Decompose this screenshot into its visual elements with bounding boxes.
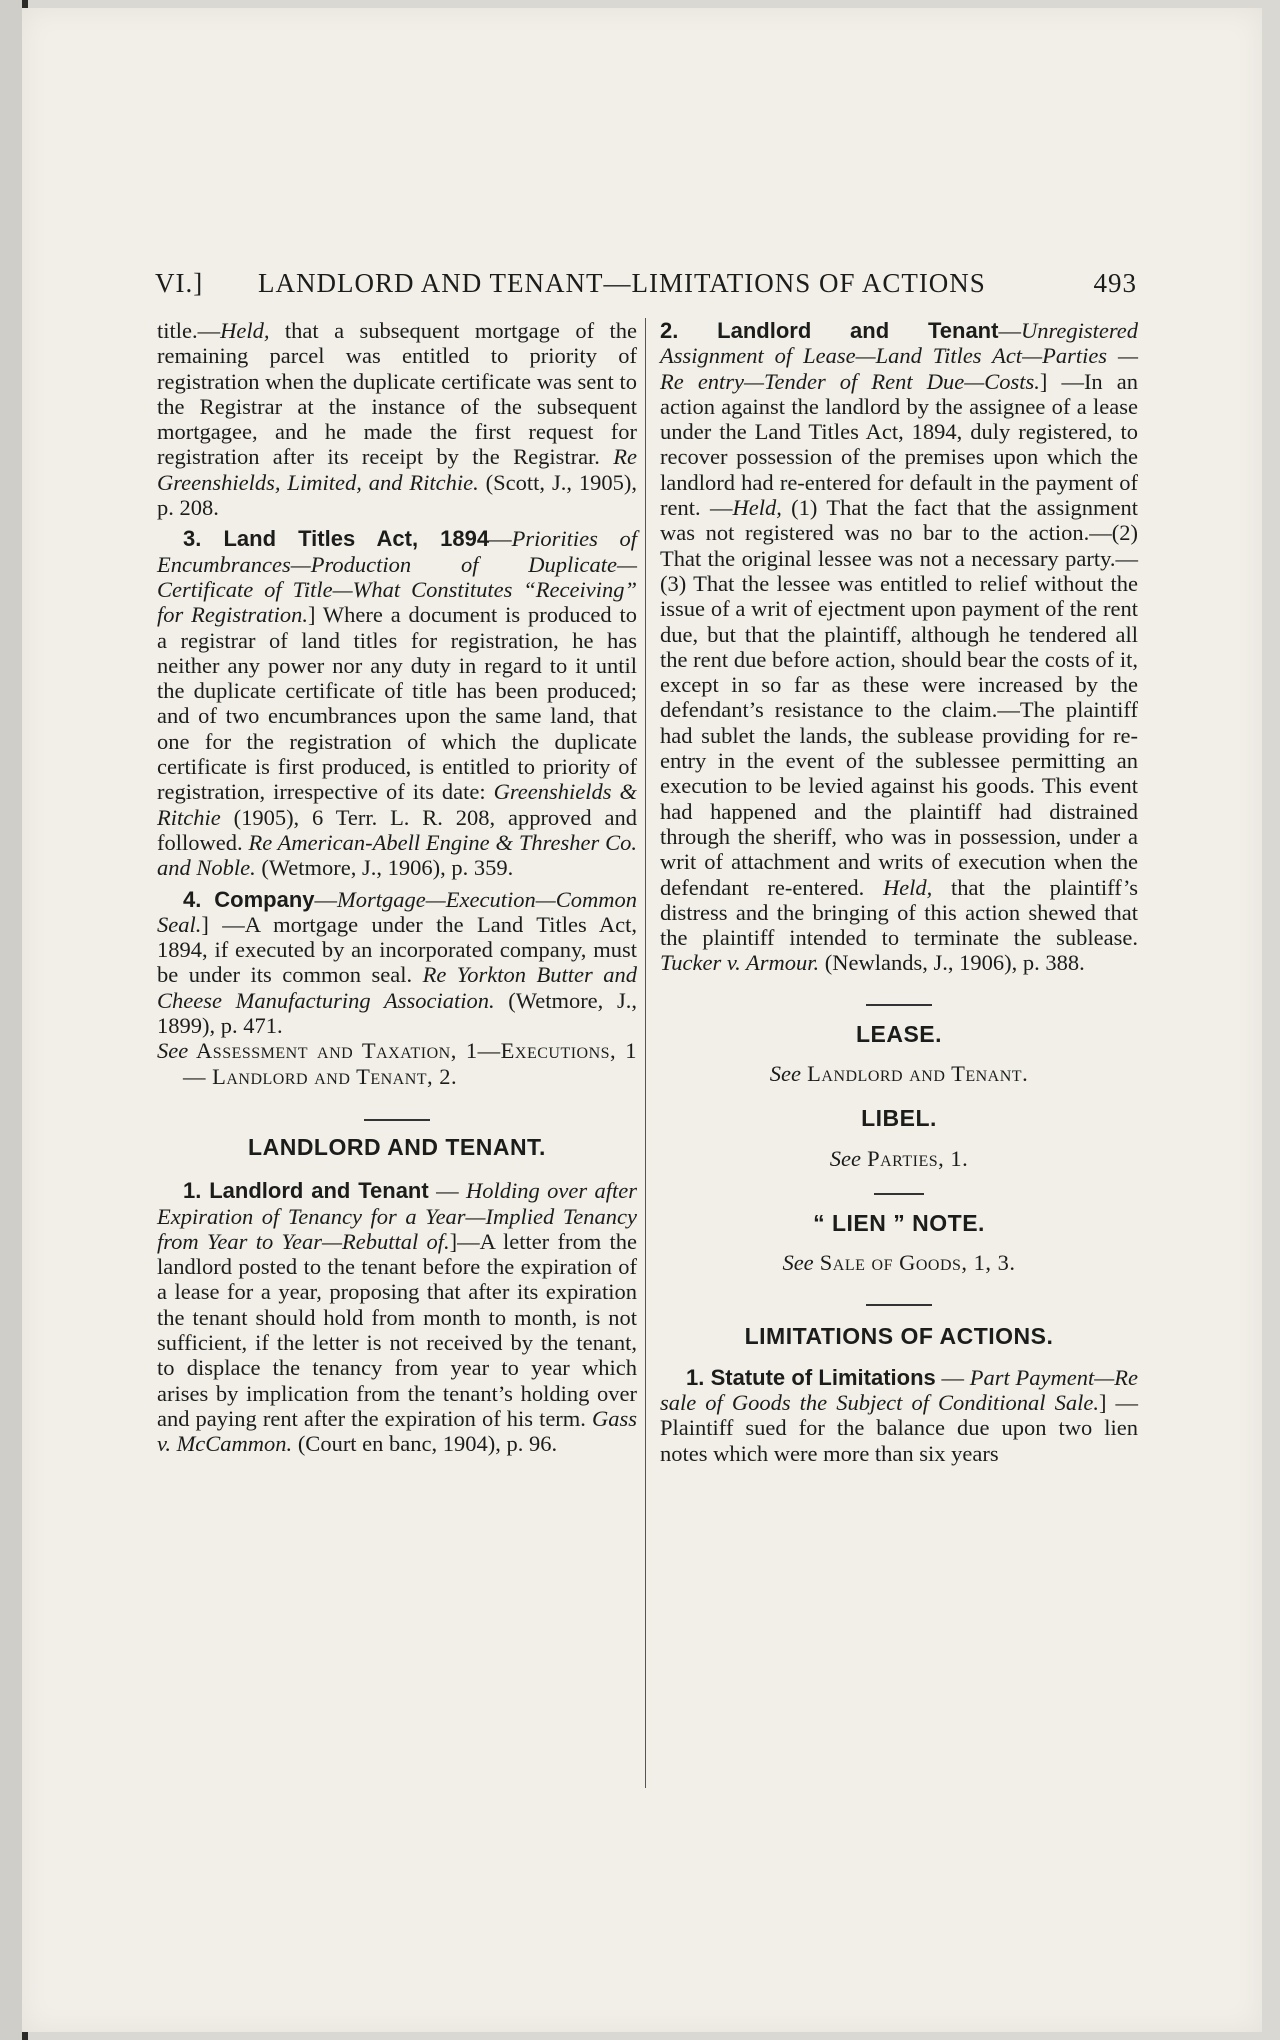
entry-dash: — [314,886,338,912]
entry-text: that a subsequent mortgage of the remaining parcel was entitled to priority of registration when the duplicate certificate was sent to the Registrar at the instance of the subsequent mortgagee, and he made the first request for registration after its receipt by the Registrar. [157,318,637,470]
section-heading-limitations: LIMITATIONS OF ACTIONS. [744,1322,1054,1349]
entry-text: —Plaintiff sued for the balance due upon two lien notes which were more than six years [660,1390,1139,1466]
case-name: Greenshields & Ritchie [157,779,637,830]
landlord-tenant-entry-2 [660,318,1138,976]
entry-bracket: ] [1098,1390,1107,1416]
case-name: Re Yorkton Butter and Cheese Manufacturing Association. [157,962,637,1013]
entry-dash: — [489,526,512,552]
section-heading-lien-note: “ LIEN ” NOTE. [813,1209,985,1236]
see-also-text: Assessment and Taxation, 1—Executions, 1 — Landlord and Tenant, 2. [183,1038,637,1089]
lead-word: title.— [157,318,221,343]
section-heading-libel: LIBEL. [861,1105,937,1132]
section-heading-lease: LEASE. [855,1020,943,1047]
entry-dash: — [935,1364,970,1390]
section-heading-landlord-tenant: LANDLORD AND TENANT. [248,1133,546,1160]
case-name: Re American-Abell Engine & Thresher Co. and Noble. [157,829,637,881]
entry-subject: Priorities of Encumbrances—Production of Duplicate—Certificate of Title—What Constitutes “Receiving” for Registration. [157,526,637,628]
entry-number: 2. [660,318,718,343]
entry-title: Company [214,886,315,912]
entry-text: —A letter from the landlord posted to the tenant before the expiration of a lease for a year, proposing that after its expiration the tenant should hold from month to month, is not sufficient, if the letter is not received by the tenant, to displace the tenancy from year to year which arises by implication from the tenant’s holding over and paying rent after the expiration of his term. [157,1228,638,1431]
entry-bracket: ] [1039,368,1048,394]
limitations-entry-1 [660,1365,1138,1466]
held-word: Held, [882,874,933,900]
entry-text: Where a document is produced to a registrar of land titles for registration, he has neither any power nor any duty in regard to it until the duplicate certificate of title has been produced; and of two encumbrances upon the same land, that one for the registration of which the duplicate certificate is first produced, is entitled to priority of registration, irrespective of its date: [157,602,638,805]
entry-title: Landlord and Tenant [209,1178,429,1204]
lease-see-reference [660,1061,1138,1086]
see-word: See [769,1061,802,1087]
entry-title: Landlord and Tenant [717,318,999,343]
entry-number: 1. [686,1364,711,1390]
entry-text: (1) That the fact that the assignment was not registered was no bar to the action.—(2) That the original lessee was not a necessary party.—(3) That the lessee was entitled to relief without the issue of a writ of ejectment upon payment of the rent due, but that the plaintiff, although he tendered all the rent due before action, should bear the costs of it, except in so far as these were increased by the defendant’s resistance to the claim.—The plaintiff had sublet the lands, the sublease providing for re-entry in the event of the sublessee permitting an execution to be levied against his goods. This event had happened and the plaintiff had distrained through the sheriff, who was in possession, under a writ of attachment and writs of execution when the defendant re-entered. [660,495,1138,900]
case-name: Tucker v. Armour. [660,950,820,976]
see-also-text: Landlord and Tenant. [801,1061,1029,1087]
entry-number: 4. [183,886,215,912]
column-divider [645,318,646,1788]
case-name: Gass v. McCammon. [157,1405,637,1457]
entry-number: 3. [183,526,224,552]
case-citation: (Scott, J., 1905), p. 208. [157,469,637,521]
entry-title: Statute of Limitations [710,1364,936,1390]
see-word: See [782,1250,814,1276]
entry-text: that the plaintiff’s distress and the bringing of this action shewed that the plaintiff intended to terminate the sublease. [660,874,1138,951]
case-citation: (Court en banc, 1904), p. 96. [292,1431,558,1457]
entry-4 [157,887,637,1039]
held-word: Held, [732,495,782,521]
entry-3 [157,526,637,880]
entry-subject: Mortgage—Execution—Common Seal. [157,886,637,937]
left-column [157,318,637,1456]
chapter-number: VI.] [155,268,204,298]
page-number: 493 [1093,268,1137,298]
entry-subject: Holding over after Expiration of Tenancy for a Year—Implied Tenancy from Year to Year—Rebuttal of. [157,1178,638,1254]
case-citation: (Wetmore, J., 1899), p. 471. [157,987,637,1039]
entry-text: —In an action against the landlord by the assignee of a lease under the Land Titles Act, 1894, duly registered, to recover possession of the premises upon which the landlord had re-entered for default in the payment of rent. — [660,368,1139,521]
libel-see-reference [660,1146,1138,1171]
running-title: LANDLORD AND TENANT—LIMITATIONS OF ACTIONS [258,268,986,298]
see-word: See [829,1145,861,1171]
entry-dash: — [998,318,1021,343]
landlord-tenant-entry-1 [157,1178,637,1456]
entry-dash: — [428,1178,466,1204]
entry-text: —A mortgage under the Land Titles Act, 1894, if executed by an incorporated company, must be under its common seal. [157,911,637,988]
see-also-text: Parties, 1. [860,1145,969,1171]
right-column [660,318,1138,1466]
entry-bracket: ] [307,602,316,628]
case-citation: (Newlands, J., 1906), p. 388. [819,950,1085,976]
entry-subject: Unregistered Assignment of Lease—Land Titles Act—Parties — Re entry—Tender of Rent Due—Costs. [660,318,1139,394]
see-word: See [157,1038,189,1064]
entry-number: 1. [183,1178,210,1204]
case-name: Re Greenshields, Limited, and Ritchie. [157,444,637,495]
entry-bracket: ] [449,1228,458,1254]
entry-subject: Part Payment—Re sale of Goods the Subject of Conditional Sale. [660,1364,1138,1416]
held-word: Held, [220,318,270,343]
entry-title: Land Titles Act, 1894 [223,526,490,552]
running-head [155,268,1137,308]
entry-bracket: ] [201,911,209,937]
case-citation: (Wetmore, J., 1906), p. 359. [255,855,514,881]
lien-see-reference [660,1250,1138,1275]
continued-entry [157,318,637,520]
see-also-reference [157,1038,637,1089]
see-also-text: Sale of Goods, 1, 3. [813,1250,1016,1276]
adjacent-page-strip [0,0,22,2040]
case-citation: (1905), 6 Terr. L. R. 208, approved and followed. [157,804,637,855]
